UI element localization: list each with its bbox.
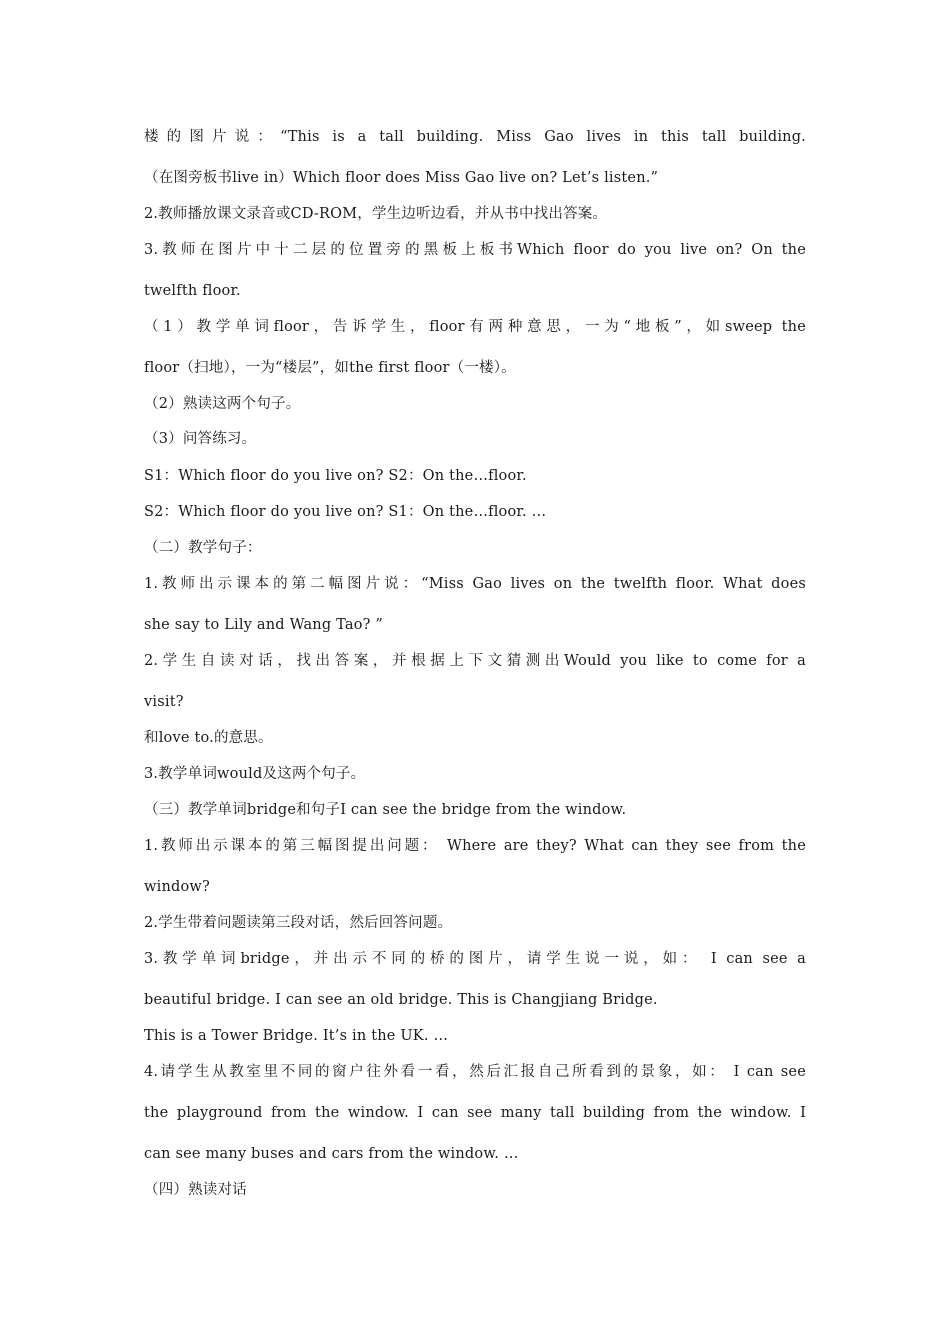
text-line: 2.学生带着问题读第三段对话，然后回答问题。 — [144, 915, 453, 931]
text-line: visit? — [144, 694, 184, 710]
section-heading: （二）教学句子： — [144, 540, 262, 556]
section-heading: （三）教学单词bridge和句子I can see the bridge from the window. — [144, 802, 627, 818]
text-line: window? — [144, 879, 210, 895]
text-line: beautiful bridge. I can see an old bridge. This is Changjiang Bridge. — [144, 992, 658, 1008]
text-line: （1）教学单词floor，告诉学生，floor有两种意思，一为“地板”，如sweep the — [144, 319, 806, 335]
text-line: can see many buses and cars from the window. … — [144, 1146, 519, 1162]
text-line: 和love to.的意思。 — [144, 730, 273, 746]
text-line: 3.教师在图片中十二层的位置旁的黑板上板书Which floor do you live on? On the — [144, 242, 806, 258]
section-heading: （四）熟读对话 — [144, 1182, 247, 1198]
text-line: 1.教师出示课本的第三幅图提出问题： Where are they? What can they see from the — [144, 838, 806, 854]
text-line: she say to Lily and Wang Tao? ” — [144, 617, 384, 633]
text-line: 3.教学单词would及这两个句子。 — [144, 766, 366, 782]
text-line: the playground from the window. I can see many tall building from the window. I — [144, 1105, 806, 1121]
text-line: 2.学生自读对话，找出答案，并根据上下文猜测出Would you like to come for a — [144, 653, 806, 669]
text-line: 楼的图片说：“This is a tall building. Miss Gao lives in this tall building. — [144, 129, 806, 145]
text-line: S1：Which floor do you live on? S2：On the…floor. — [144, 468, 527, 484]
text-line: 3.教学单词bridge，并出示不同的桥的图片，请学生说一说，如： I can see a — [144, 951, 806, 967]
section-heading: （3）问答练习。 — [144, 431, 257, 447]
text-line: 1.教师出示课本的第二幅图片说：“Miss Gao lives on the twelfth floor. What does — [144, 576, 806, 592]
section-heading: （2）熟读这两个句子。 — [144, 396, 301, 412]
text-line: 4.请学生从教室里不同的窗户往外看一看，然后汇报自己所看到的景象，如： I can see — [144, 1064, 806, 1080]
text-line: twelfth floor. — [144, 283, 241, 299]
text-line: （在图旁板书live in）Which floor does Miss Gao live on? Let’s listen.” — [144, 170, 659, 186]
text-line: floor（扫地），一为“楼层”，如the first floor（一楼）。 — [144, 360, 516, 376]
text-line: S2：Which floor do you live on? S1：On the…floor. … — [144, 504, 547, 520]
text-line: 2.教师播放课文录音或CD-ROM，学生边听边看，并从书中找出答案。 — [144, 206, 608, 222]
text-line: This is a Tower Bridge. It’s in the UK. … — [144, 1028, 449, 1044]
